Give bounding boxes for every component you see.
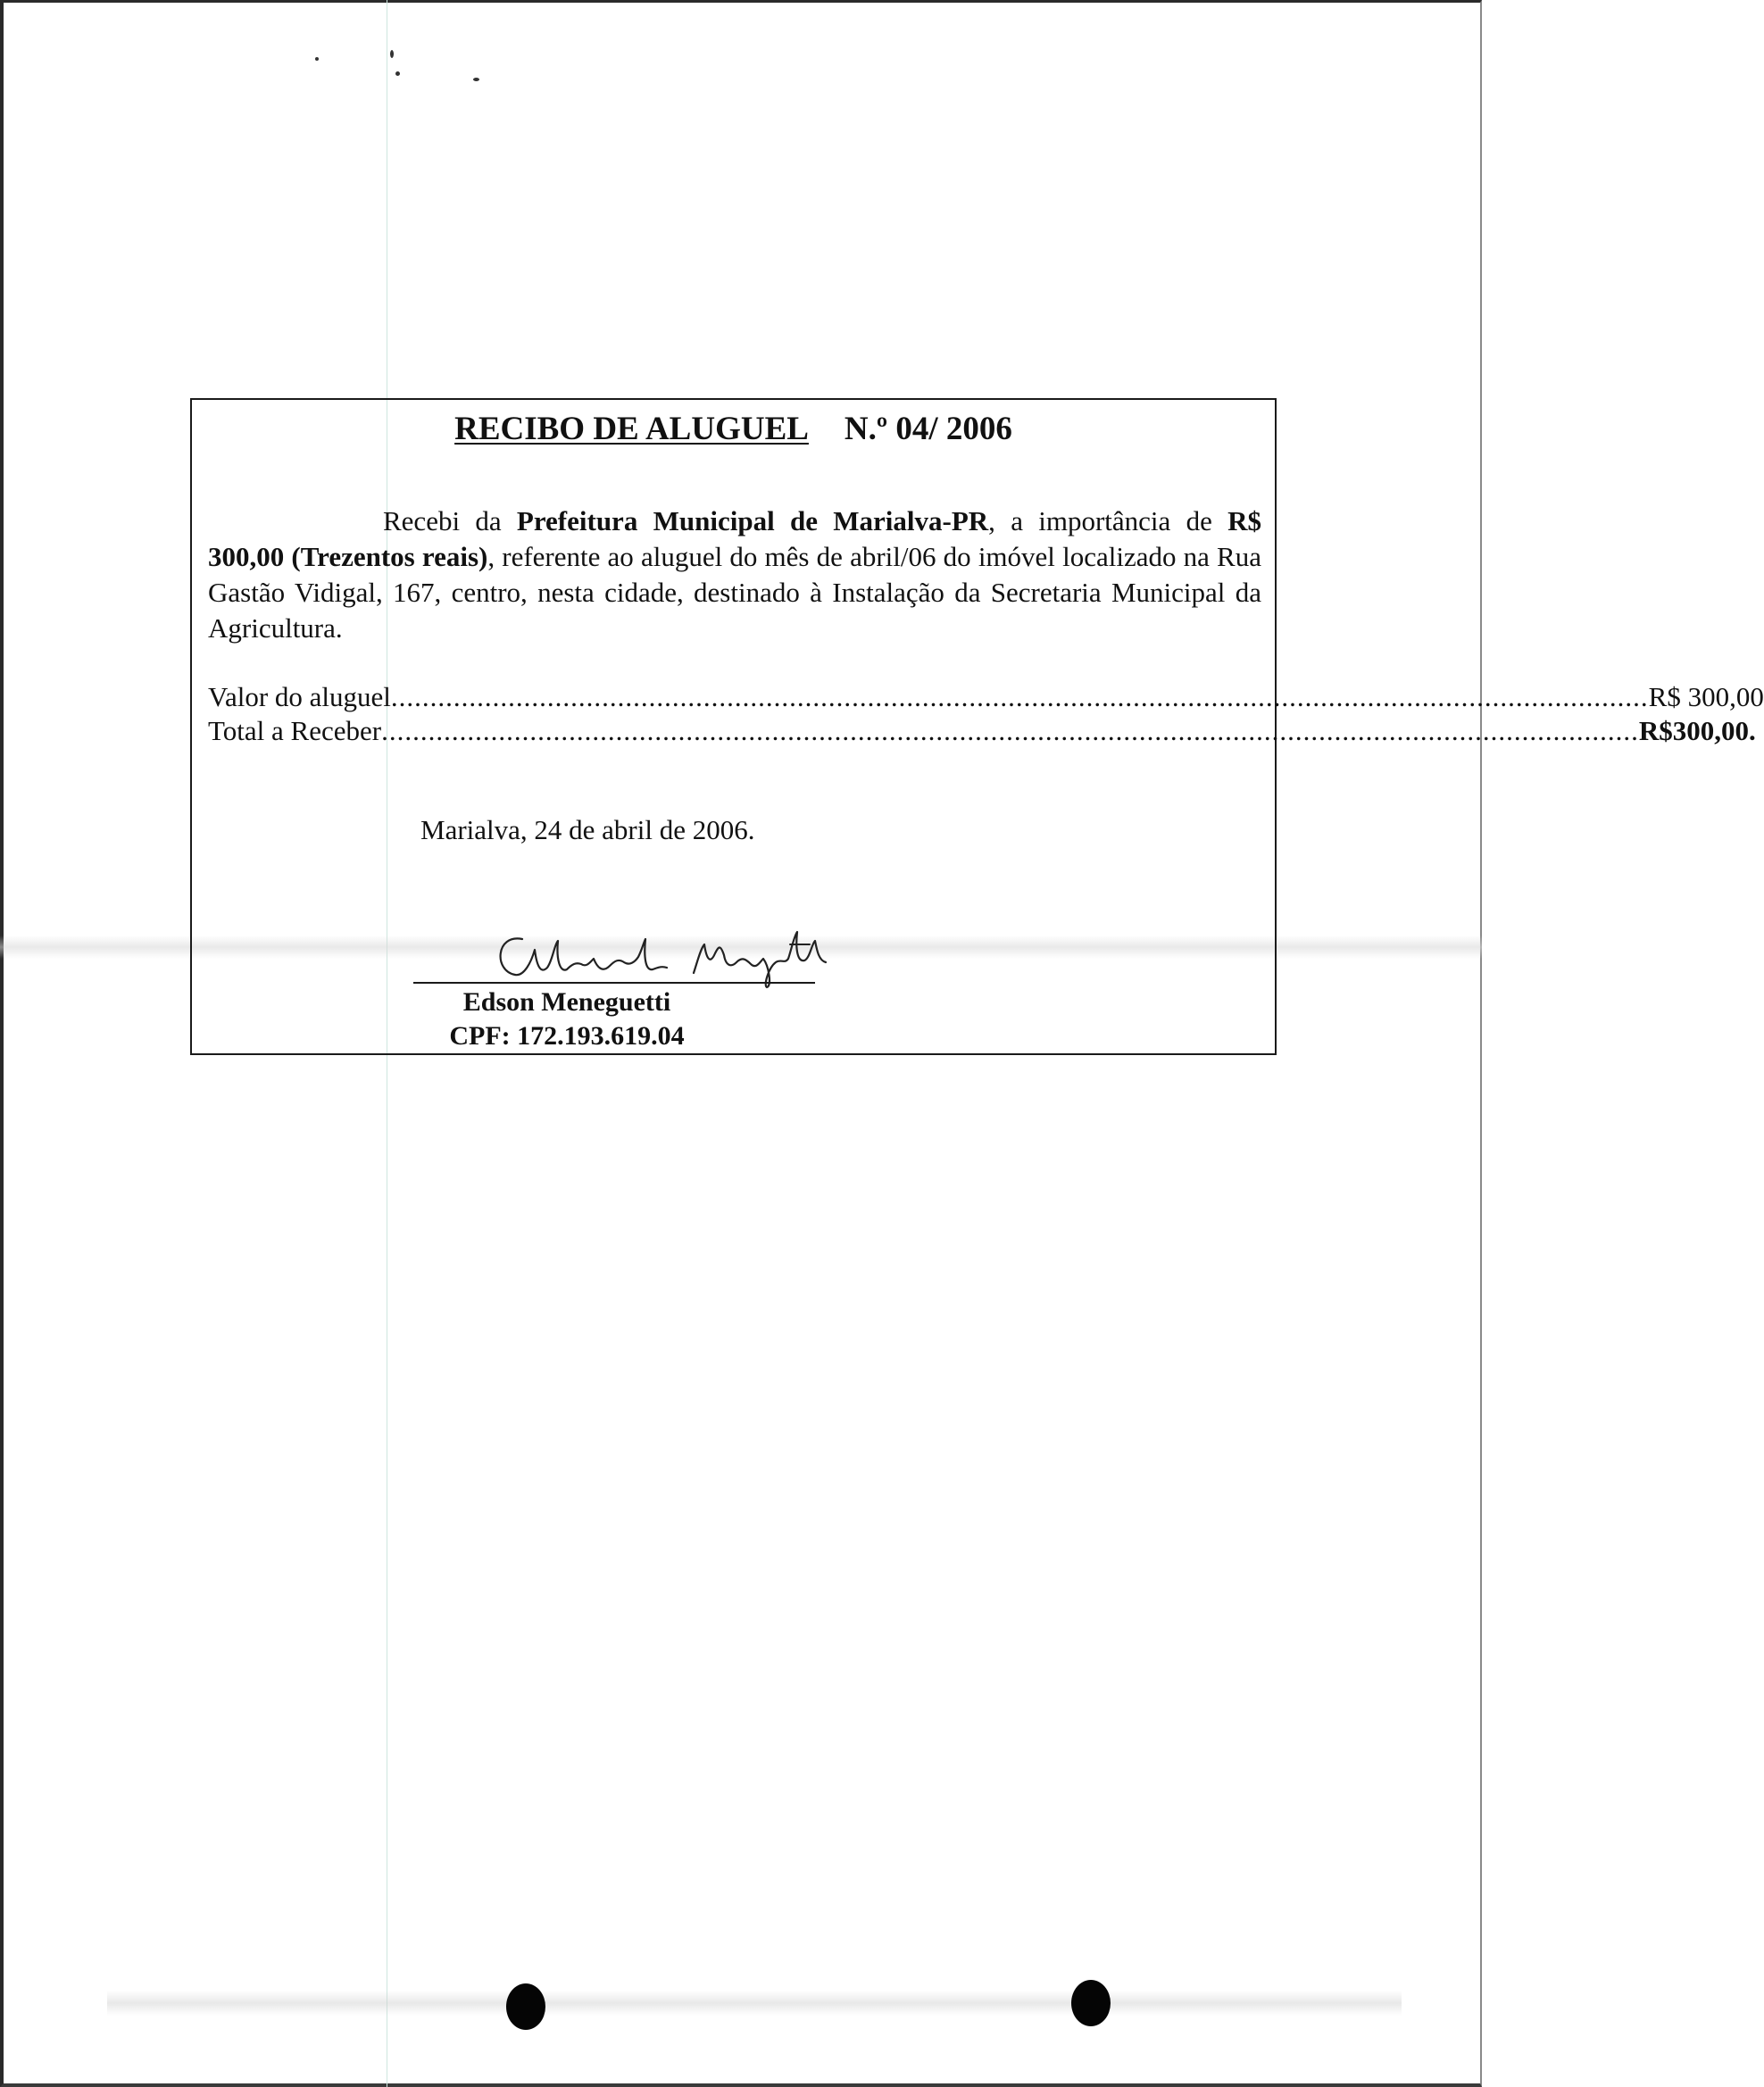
- rent-value-row: [208, 680, 1764, 714]
- rent-value-amount: R$ 300,00: [1648, 681, 1764, 712]
- receipt-box: [190, 398, 1764, 1055]
- place-and-date: Marialva, 24 de abril de 2006.: [420, 814, 755, 845]
- scan-speck: [473, 78, 479, 81]
- punch-hole-left: [506, 1983, 545, 2030]
- punch-hole-right: [1071, 1980, 1111, 2026]
- total-amount: R$300,00.: [1638, 715, 1756, 746]
- receipt-title-text: RECIBO DE ALUGUEL: [454, 411, 809, 447]
- scan-speck: [315, 57, 319, 61]
- rent-value-label: Valor do aluguel: [208, 681, 391, 712]
- body-details: , referente ao aluguel do mês de abril/06 do imóvel localizado na Rua Gastão Vidigal, 167, centro, nesta cidade, destinado à Instalação da Secretaria Municipal da Agricultura.: [208, 541, 1261, 644]
- receipt-body: [208, 503, 1261, 646]
- receipt-title: [192, 409, 1275, 450]
- signer-name: Edson Meneguetti: [462, 987, 671, 1017]
- payer-name: Prefeitura Municipal de Marialva-PR: [516, 505, 989, 536]
- total-row: [208, 714, 1756, 748]
- scan-speck: [395, 71, 400, 76]
- scan-artifact-band-bottom: [107, 1991, 1402, 2016]
- signature-line: [413, 982, 815, 984]
- dot-leader: .................................................................................................................................................................: [381, 715, 1639, 746]
- scan-speck: [390, 50, 394, 58]
- body-mid: , a importância de: [988, 505, 1228, 536]
- handwritten-signature: [460, 918, 835, 989]
- total-label: Total a Receber: [208, 715, 382, 746]
- signer-cpf: CPF: 172.193.619.04: [449, 1021, 685, 1051]
- receipt-number: N.º 04/ 2006: [844, 411, 1012, 447]
- body-intro: Recebi da: [383, 505, 517, 536]
- amount-in-words: R$ 300,00 (Trezentos reais): [208, 505, 1262, 572]
- dot-leader: .................................................................................................................................................................: [390, 681, 1649, 712]
